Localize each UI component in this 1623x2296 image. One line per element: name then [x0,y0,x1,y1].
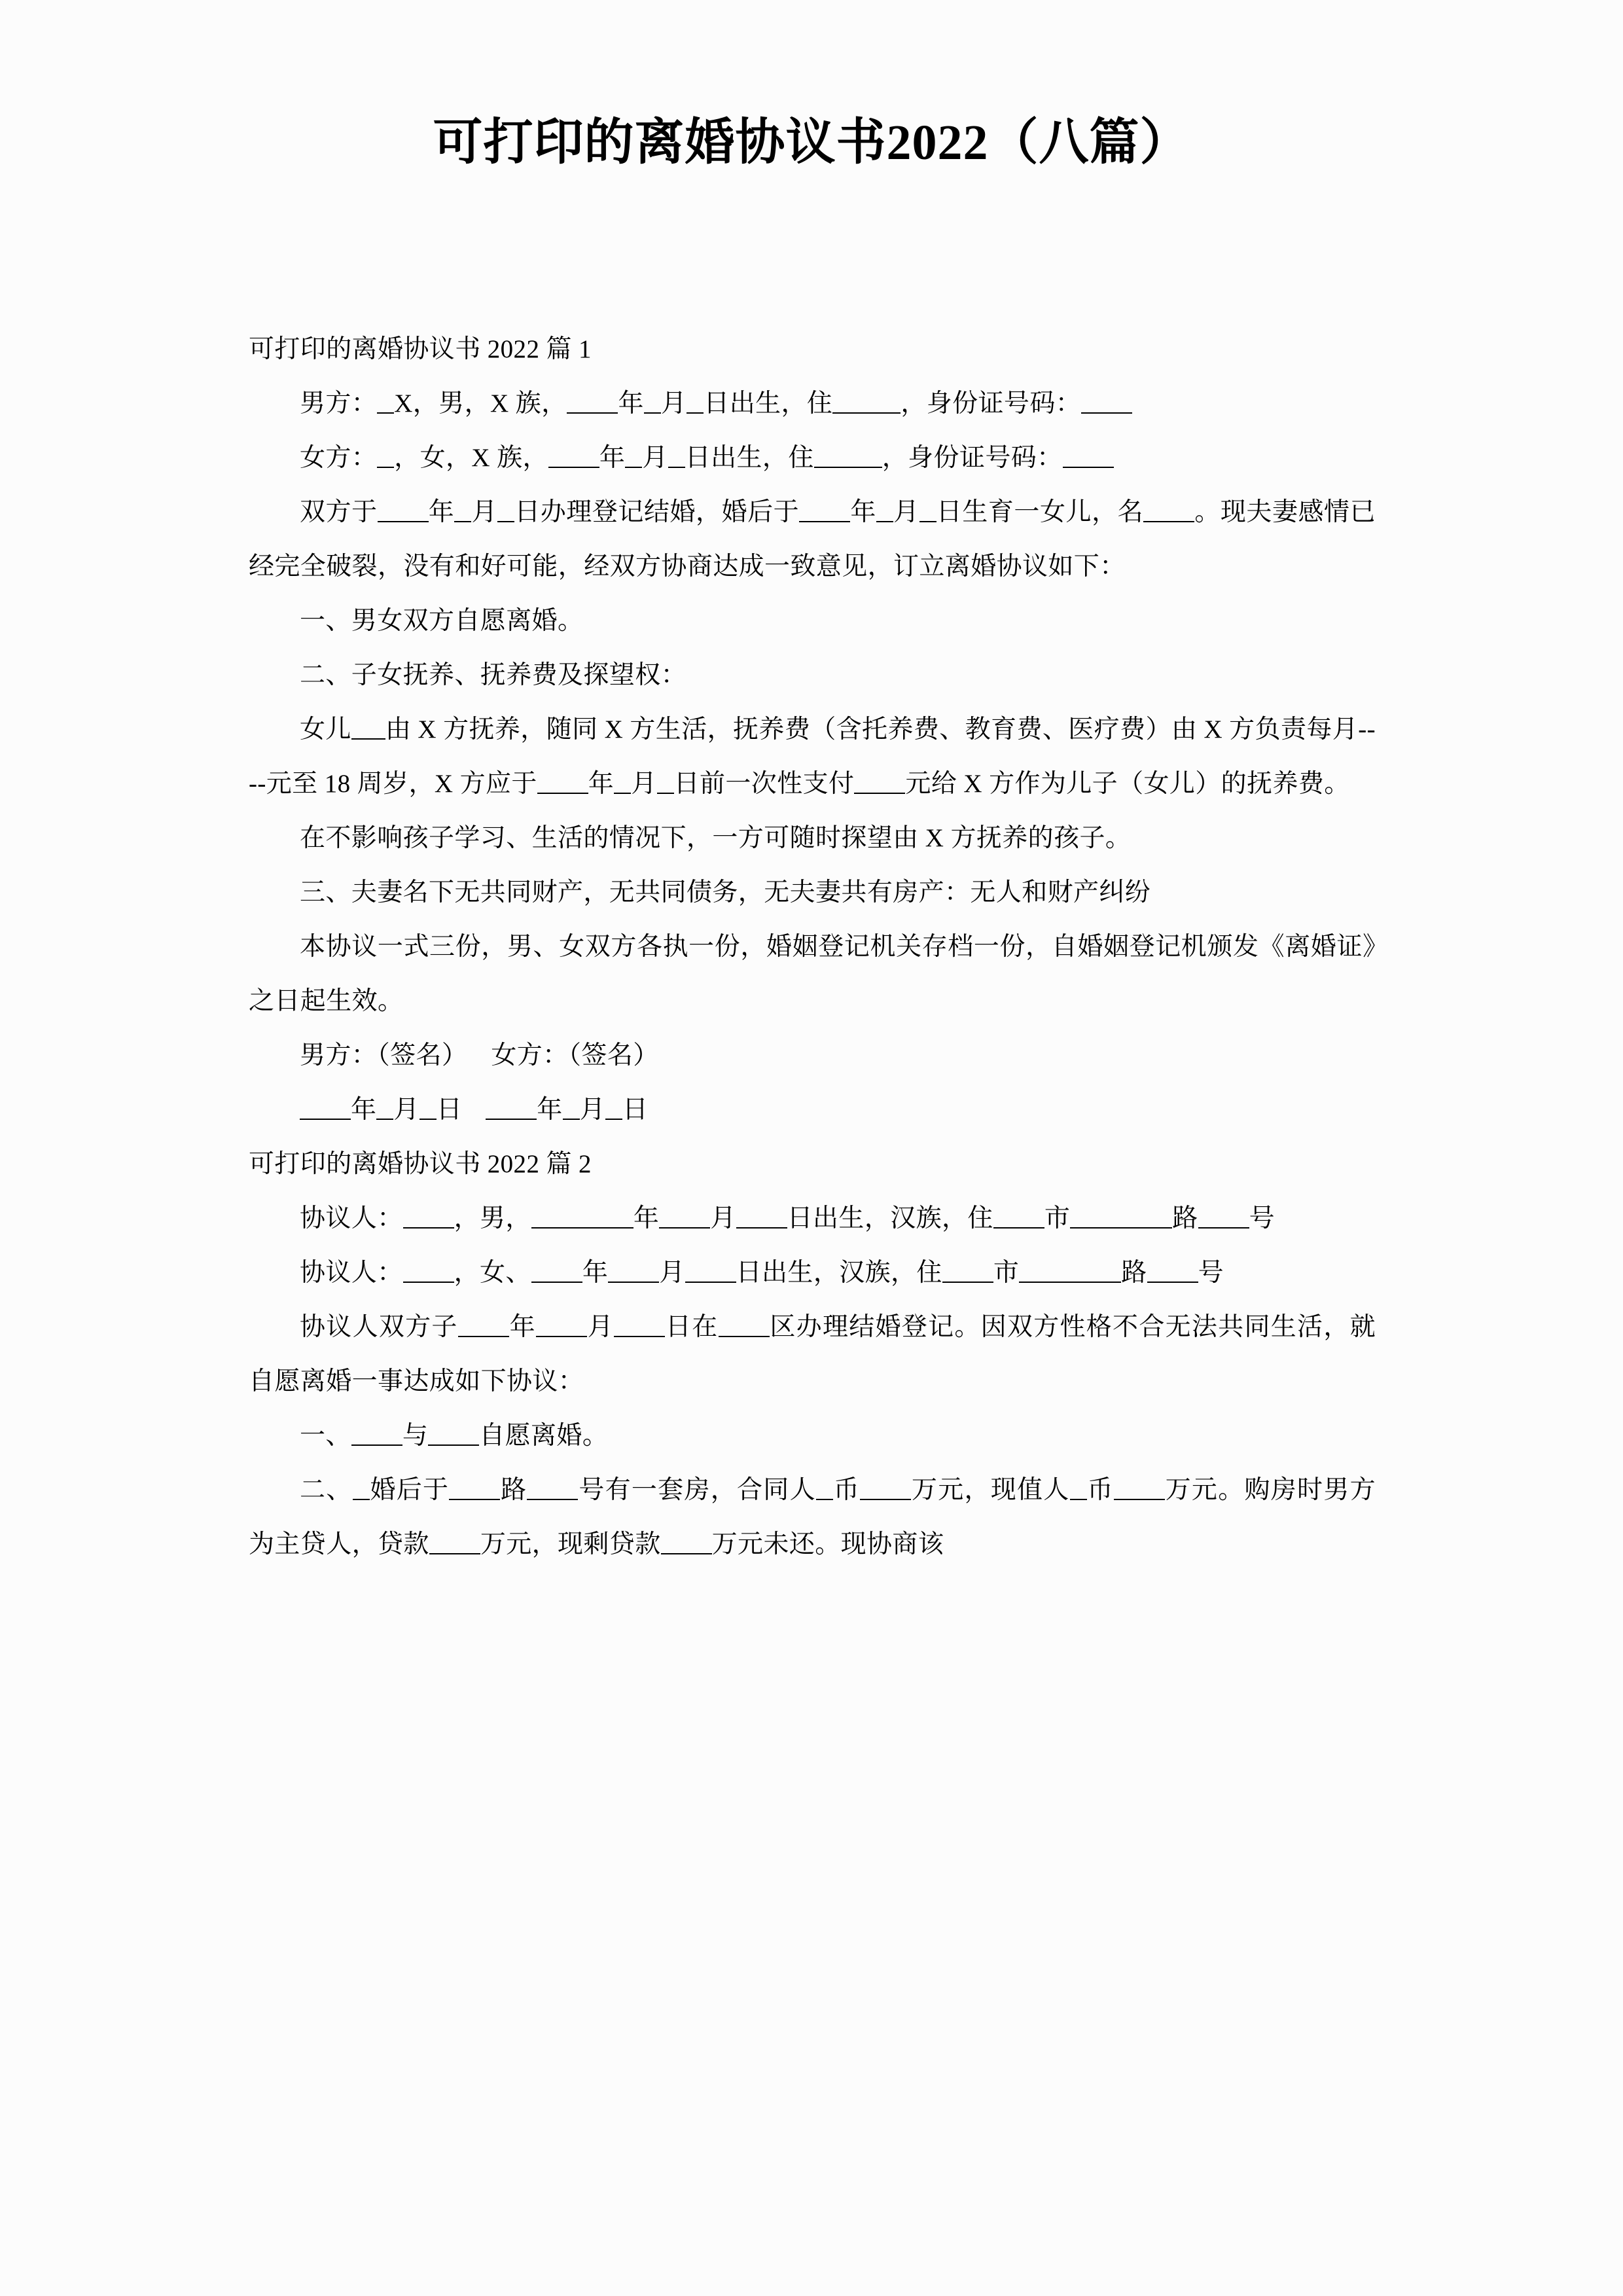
page-title: 可打印的离婚协议书2022（八篇） [433,115,1190,170]
fill-in-blank [403,1208,454,1229]
fill-in-blank [1081,393,1132,414]
fill-in-blank [605,1099,622,1120]
document-body [249,322,1376,1571]
text-run: 路 [500,1476,527,1504]
fill-in-blank [351,719,385,740]
fill-in-blank [563,1099,580,1120]
fill-in-blank [1063,447,1114,468]
fill-in-blank [661,1534,712,1554]
fill-in-blank [814,447,882,468]
text-run: 女儿 [300,715,351,744]
fill-in-blank [353,1479,370,1500]
text-run: 月 [893,498,919,526]
text-run: ，身份证号码： [882,444,1063,472]
paragraph-p1-item-1 [249,594,1376,648]
fill-in-blank [419,1099,437,1120]
fill-in-blank [531,1262,582,1283]
fill-in-blank [657,773,674,794]
text-run: 日出生，住 [685,444,814,472]
text-run: 号 [1249,1204,1275,1232]
fill-in-blank [548,447,599,468]
paragraph-p1-male [249,376,1376,431]
fill-in-blank [942,1262,993,1283]
text-run: 币 [1086,1476,1114,1504]
text-run: 日在 [665,1313,719,1341]
fill-in-blank [876,501,893,522]
fill-in-blank [1070,1208,1172,1229]
text-run: 号有一套房，合同人 [578,1476,816,1504]
text-run: 由 X 方抚养，随同 X 方生活，抚养费（含托养费、教育费、医疗费）由 X 方负责每月----元至 18 周岁，X 方应于 [249,715,1376,798]
fill-in-blank [1143,501,1194,522]
fill-in-blank [403,1262,454,1283]
text-run: 年 [582,1259,609,1287]
text-run: 年 [351,1096,377,1124]
text-run: 年 [599,444,626,472]
text-run: 女方：（签名） [491,1041,659,1069]
fill-in-blank [614,1316,665,1337]
text-run: ，身份证号码： [901,389,1082,418]
text-run: 月 [579,1096,606,1124]
paragraph-p2-female [249,1246,1376,1300]
text-run: 与 [402,1422,429,1450]
text-run: X，男，X 族， [394,389,567,418]
fill-in-blank [537,773,588,794]
fill-in-blank [816,1479,833,1500]
text-run: ，男， [454,1204,531,1232]
paragraph-p1-copies [249,920,1376,1028]
fill-in-blank [300,1099,351,1120]
text-run: 元给 X 方作为儿子（女儿）的抚养费。 [905,770,1350,798]
text-run: 月 [659,1259,685,1287]
text-run: 月 [642,444,668,472]
text-run: 路 [1121,1259,1147,1287]
text-run: 万元，现剩贷款 [480,1530,661,1558]
fill-in-blank [993,1208,1044,1229]
text-run: 日生育一女儿，名 [936,498,1144,526]
fill-in-blank [736,1208,787,1229]
text-run: 。现夫妻感情已经完全破裂，没有和好可能，经双方协商达成一致意见，订立离婚协议如下： [249,498,1376,581]
paragraph-p1-marriage [249,485,1376,594]
text-run: 月 [586,1313,615,1341]
fill-in-blank [376,1099,393,1120]
fill-in-blank [449,1479,500,1500]
fill-in-blank [860,1479,911,1500]
text-run: 男方： [300,389,378,418]
fill-in-blank [614,773,631,794]
text-run: 月 [710,1204,736,1232]
paragraph-p1-female [249,431,1376,485]
text-run: 年 [588,770,615,798]
fill-in-blank [1070,1479,1087,1500]
fill-in-blank [1198,1208,1249,1229]
fill-in-blank [854,773,905,794]
fill-in-blank [608,1262,659,1283]
fill-in-blank [687,393,704,414]
section-marker-pian-1: 可打印的离婚协议书 2022 篇 1 [249,335,592,363]
text-run: 日出生，汉族，住 [736,1259,942,1287]
fill-in-blank [719,1316,770,1337]
fill-in-blank [527,1479,578,1500]
fill-in-blank [377,447,394,468]
text-run: 双方于 [300,498,378,526]
text-run: 万元。购房时男方为主贷人，贷款 [249,1476,1376,1558]
text-run: 年 [428,498,455,526]
section-marker-pian-2: 可打印的离婚协议书 2022 篇 2 [249,1150,592,1178]
text-run: 币 [832,1476,861,1504]
text-run: 二、 [300,1476,353,1504]
text-run: 本协议一式三份，男、女双方各执一份，婚姻登记机关存档一份，自婚姻登记机颁发《离婚证》之日起生效。 [249,933,1376,1015]
fill-in-blank [454,501,471,522]
fill-in-blank [659,1208,710,1229]
text-run: 年 [537,1096,563,1124]
text-run: 协议人： [300,1204,403,1232]
fill-in-blank [644,393,661,414]
fill-in-blank [486,1099,537,1120]
paragraph-p1-daughter [249,702,1376,811]
text-run: 月 [660,389,687,418]
text-run: ，女、 [454,1259,531,1287]
text-run: 自愿离婚。 [479,1422,609,1450]
text-run: 协议人： [300,1259,403,1287]
text-run: 区办理结婚登记。因双方性格不合无法共同生活，就自愿离婚一事达成如下协议： [249,1313,1376,1395]
paragraph-p2-item-1 [249,1408,1376,1463]
text-run: 男方：（签名） [300,1041,468,1069]
text-run: 月 [631,770,657,798]
text-run: 日 [622,1096,649,1124]
text-run: 日出生，住 [704,389,833,418]
fill-in-blank [799,501,850,522]
paragraph-p2-item-2 [249,1463,1376,1571]
fill-in-blank [351,1425,402,1446]
fill-in-blank [497,501,514,522]
paragraph-p1-item-2 [249,648,1376,702]
text-run: 市 [993,1259,1020,1287]
text-run: 二、子女抚养、抚养费及探望权： [300,661,687,689]
text-run: 万元未还。现协商该 [711,1530,944,1558]
text-run: 日 [436,1096,463,1124]
fill-in-blank [429,1534,480,1554]
fill-in-blank [378,501,429,522]
text-run: 年 [633,1204,660,1232]
fill-in-blank [685,1262,736,1283]
paragraph-p2-male [249,1191,1376,1246]
text-run: 万元，现值人 [911,1476,1070,1504]
fill-in-blank [625,447,642,468]
paragraph-p1-visit [249,811,1376,865]
text-run: 年 [850,498,876,526]
text-run: 路 [1172,1204,1198,1232]
fill-in-blank [668,447,685,468]
text-run: 女方： [300,444,378,472]
text-run: 年 [618,389,644,418]
text-run: 一、男女双方自愿离婚。 [300,607,584,635]
fill-in-blank [458,1316,509,1337]
text-run: 日出生，汉族，住 [787,1204,993,1232]
text-run: ，女，X 族， [394,444,548,472]
text-run: 日办理登记结婚，婚后于 [514,498,800,526]
paragraph-p2-registration [249,1300,1376,1408]
text-run: 三、夫妻名下无共同财产，无共同债务，无夫妻共有房产：无人和财产纠纷 [300,878,1151,906]
text-run: 号 [1198,1259,1224,1287]
fill-in-blank [1114,1479,1165,1500]
fill-in-blank [377,393,394,414]
text-run: 年 [508,1313,536,1341]
fill-in-blank [919,501,936,522]
fill-in-blank [1019,1262,1121,1283]
paragraph-p1-item-3 [249,865,1376,920]
fill-in-blank [531,1208,633,1229]
fill-in-blank [832,393,901,414]
text-run: 婚后于 [369,1476,450,1504]
text-run: 月 [393,1096,419,1124]
fill-in-blank [536,1316,587,1337]
fill-in-blank [1147,1262,1198,1283]
paragraph-p1-signature [249,1028,1376,1083]
fill-in-blank [567,393,618,414]
fill-in-blank [428,1425,479,1446]
text-run: 在不影响孩子学习、生活的情况下，一方可随时探望由 X 方抚养的孩子。 [300,824,1132,852]
text-run: 月 [471,498,498,526]
text-run: 协议人双方子 [300,1313,458,1341]
text-run: 一、 [300,1422,351,1450]
paragraph-p1-date [249,1083,1376,1137]
text-run: 市 [1044,1204,1071,1232]
text-run: 日前一次性支付 [673,770,855,798]
